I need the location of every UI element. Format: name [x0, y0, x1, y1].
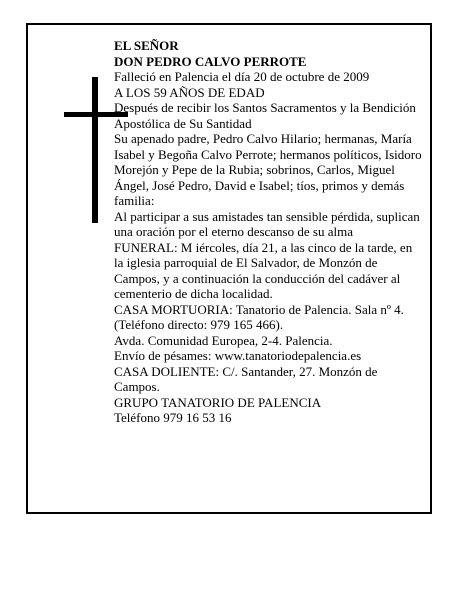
mortuary-address: Avda. Comunidad Europea, 2-4. Palencia. — [114, 332, 333, 348]
age: A LOS 59 AÑOS DE EDAD — [114, 84, 265, 100]
title: EL SEÑOR — [114, 38, 179, 53]
sacraments: Después de recibir los Santos Sacramentos y la Bendición Apostólica de Su Santidad — [114, 100, 416, 131]
death-notice: Falleció en Palencia el día 20 de octubre de 2009 — [114, 69, 370, 84]
deceased-name: DON PEDRO CALVO PERROTE — [114, 53, 307, 69]
phone-number: Teléfono 979 16 53 16 — [114, 410, 232, 425]
obituary-text — [114, 38, 424, 426]
funeral-info: FUNERAL: M iércoles, día 21, a las cinco de la tarde, en la iglesia parroquial de El Salvador, de Monzón de Campos, y a continuación la conducción del cadáver al cementerio de dicha localidad. — [114, 239, 413, 301]
mortuary-info: CASA MORTUORIA: Tanatorio de Palencia. Sala nº 4. (Teléfono directo: 979 165 466). — [114, 301, 404, 332]
mourning-home: CASA DOLIENTE: C/. Santander, 27. Monzón de Campos. — [114, 363, 378, 394]
funeral-home-group: GRUPO TANATORIO DE PALENCIA — [114, 394, 322, 410]
cross-vertical-bar — [92, 77, 98, 223]
family-list: Su apenado padre, Pedro Calvo Hilario; hermanas, María Isabel y Begoña Calvo Perrote; hermanos políticos, Isidoro Morejón y Pepe de la Rubia; sobrinos, Carlos, Miguel Ángel, José Pedro, David e Isabel; tíos, primos y demás familia: — [114, 131, 422, 208]
condolences-info: Envío de pésames: www.tanatoriodepalencia.es — [114, 348, 362, 363]
prayer-request: Al participar a sus amistades tan sensible pérdida, suplican una oración por el eterno descanso de su alma — [114, 208, 420, 239]
